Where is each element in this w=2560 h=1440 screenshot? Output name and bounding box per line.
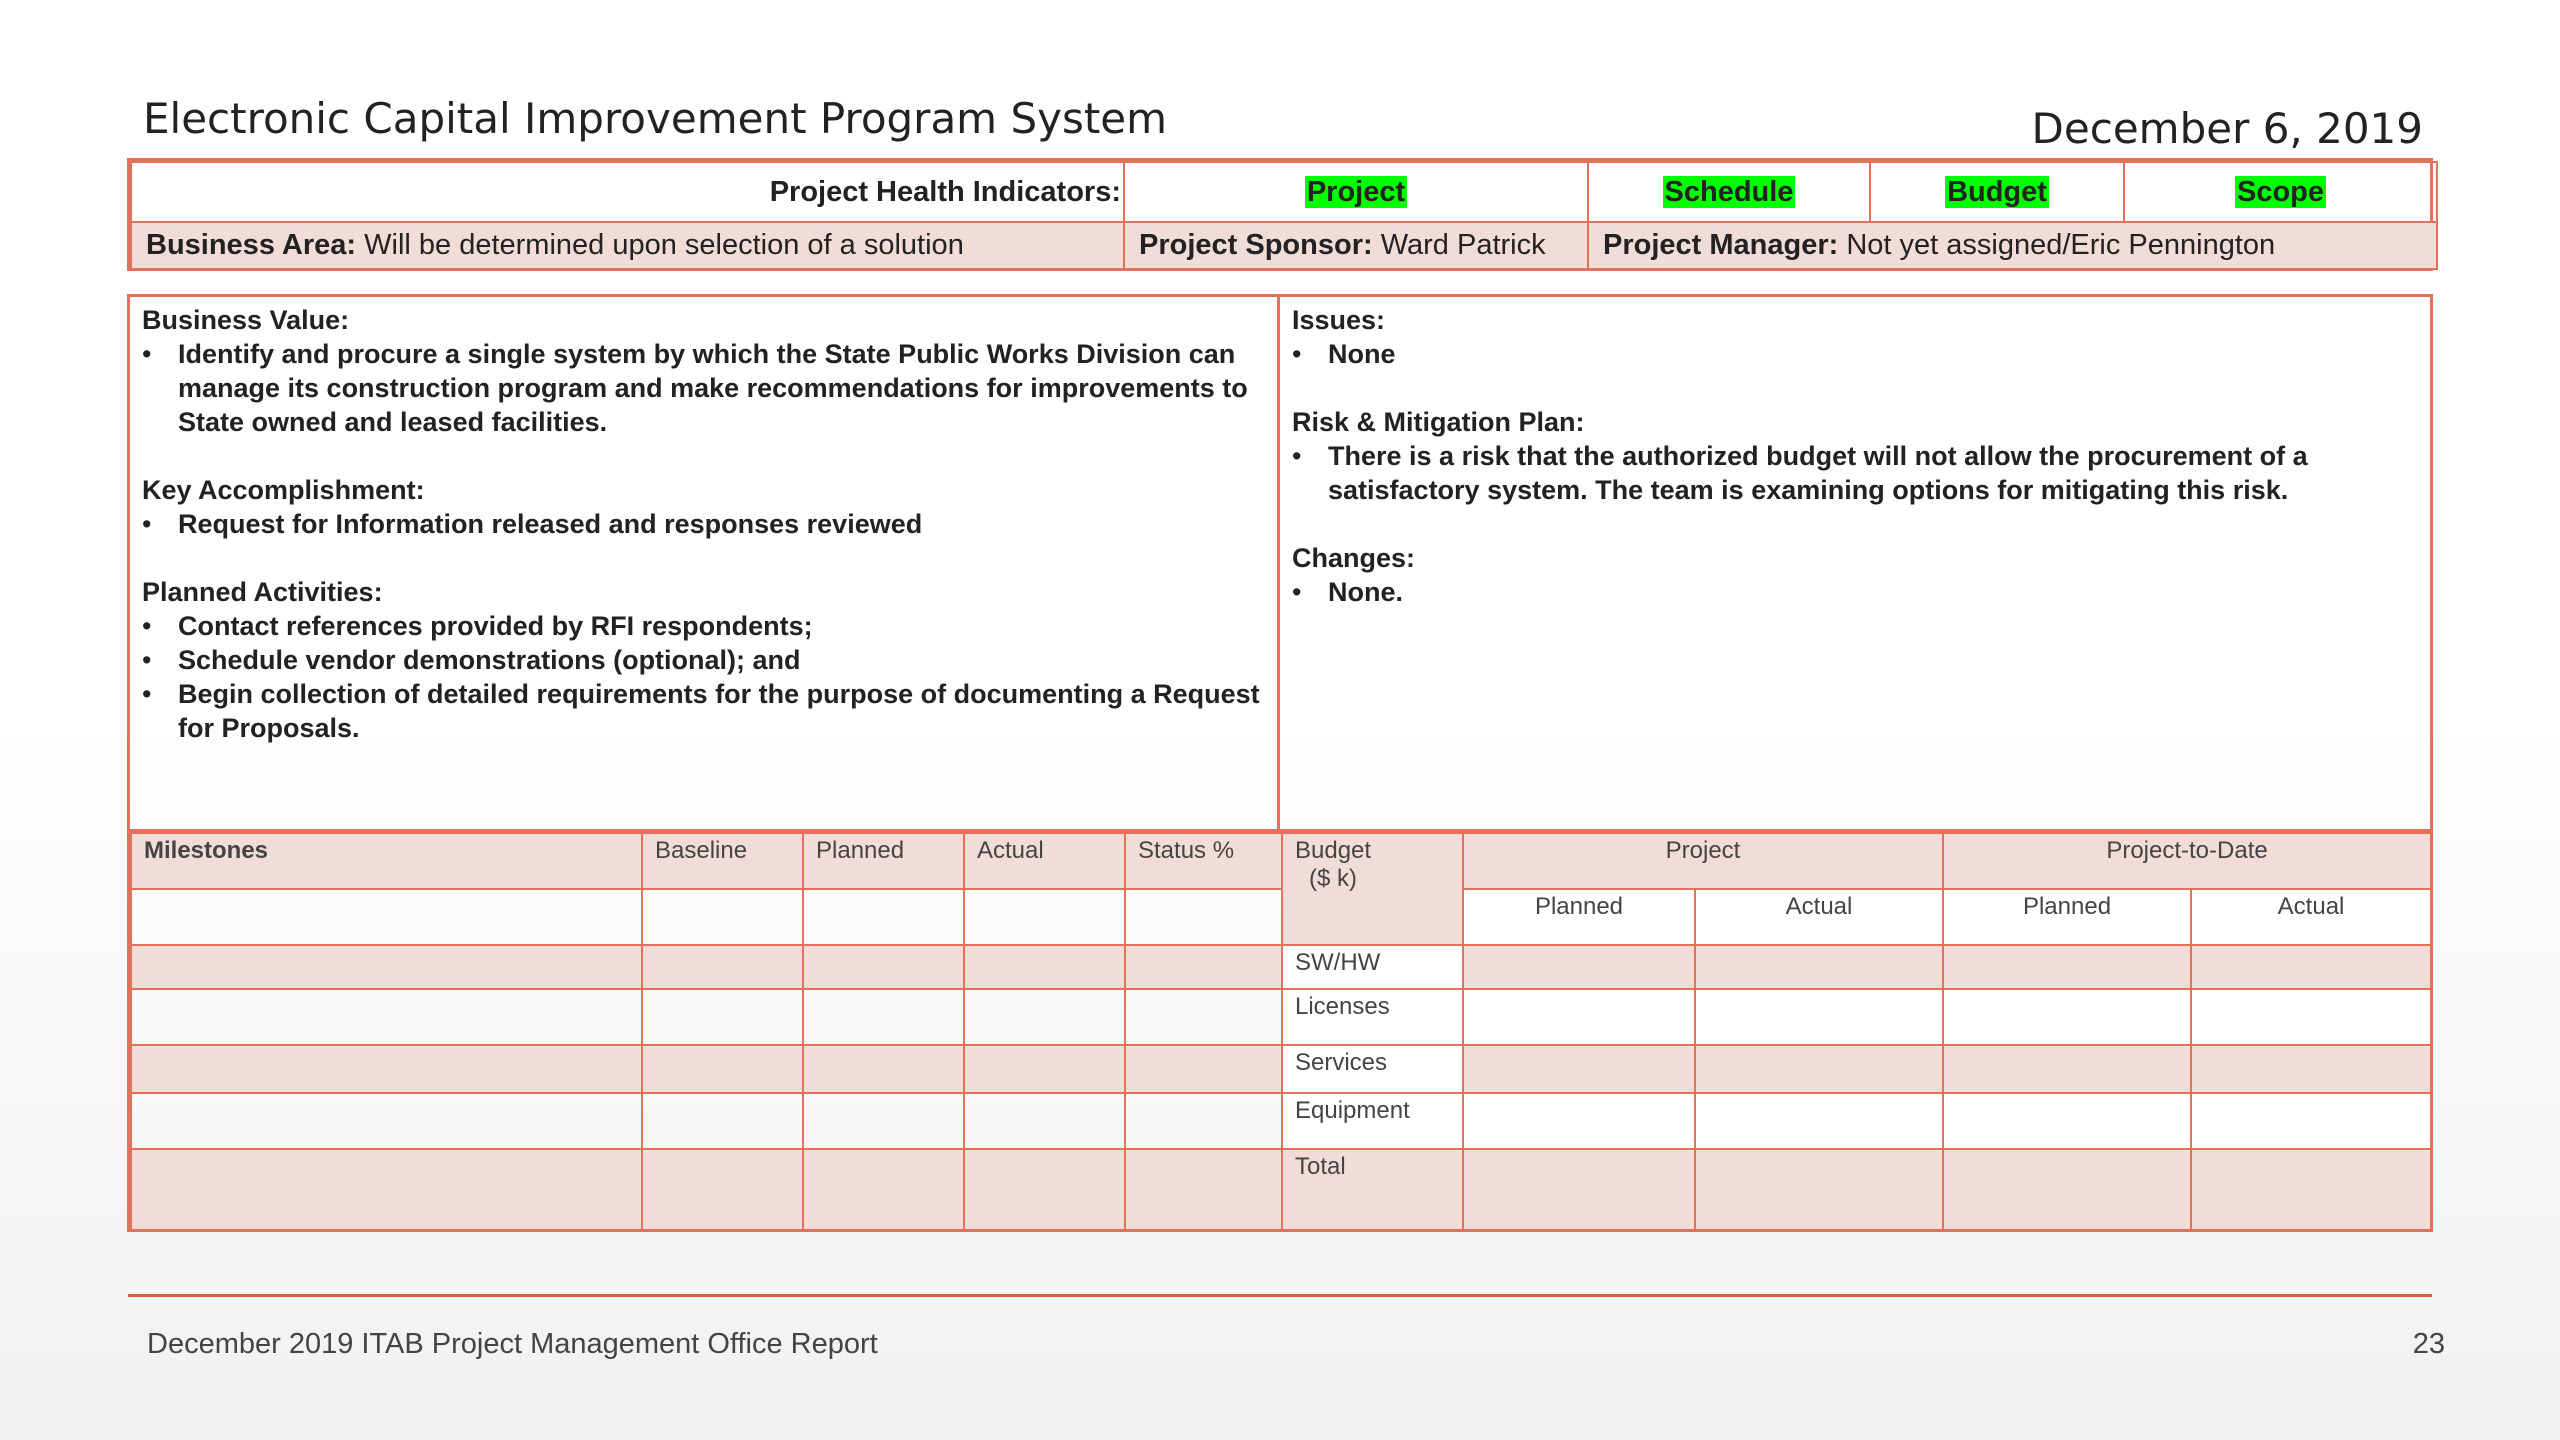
milestone-cell — [964, 989, 1125, 1045]
ptd-planned-header: Planned — [1943, 889, 2191, 945]
list-item: • Request for Information released and responses reviewed — [142, 507, 1265, 541]
planned-activities-heading: Planned Activities: — [142, 577, 383, 607]
changes-heading: Changes: — [1292, 543, 1416, 573]
budget-header — [1282, 833, 1463, 945]
key-accomplishment-list — [142, 507, 1265, 541]
budget-row-label: Services — [1282, 1045, 1463, 1093]
budget-cell — [2191, 989, 2431, 1045]
baseline-header: Baseline — [642, 833, 803, 889]
milestone-cell — [803, 989, 964, 1045]
budget-cell — [1943, 1093, 2191, 1149]
budget-header-label: Budget — [1295, 837, 1372, 864]
project-manager-value: Not yet assigned/Eric Pennington — [1838, 229, 2276, 261]
milestone-cell — [803, 1149, 964, 1230]
project-manager — [1588, 222, 2437, 269]
milestone-cell — [964, 1045, 1125, 1093]
budget-cell — [2191, 945, 2431, 989]
milestone-cell — [803, 1045, 964, 1093]
status-content — [127, 294, 2433, 832]
left-pane — [130, 297, 1280, 832]
budget-cell — [1695, 1045, 1943, 1093]
project-sponsor — [1124, 222, 1588, 269]
indicator-schedule-label: Schedule — [1664, 175, 1794, 208]
key-accomplishment-heading: Key Accomplishment: — [142, 475, 425, 505]
ptd-actual-header: Actual — [2191, 889, 2431, 945]
list-item: • Schedule vendor demonstrations (optional); and — [142, 643, 1265, 677]
project-header — [127, 158, 2433, 271]
milestone-cell — [1125, 945, 1282, 989]
page-number: 23 — [2412, 1328, 2445, 1360]
budget-cell — [2191, 1093, 2431, 1149]
budget-cell — [1695, 989, 1943, 1045]
indicator-project — [1124, 162, 1588, 222]
milestone-cell — [642, 1149, 803, 1230]
budget-cell — [1463, 989, 1695, 1045]
budget-cell — [1943, 989, 2191, 1045]
budget-unit-label: ($ k) — [1309, 865, 1357, 892]
ptd-group-header: Project-to-Date — [1943, 833, 2431, 889]
budget-cell — [1463, 945, 1695, 989]
budget-row-label: Total — [1282, 1149, 1463, 1230]
issues-list — [1292, 337, 2418, 371]
status-header: Status % — [1125, 833, 1282, 889]
project-sponsor-value: Ward Patrick — [1372, 229, 1546, 261]
milestone-cell — [642, 1093, 803, 1149]
project-planned-header: Planned — [1463, 889, 1695, 945]
milestone-cell — [642, 989, 803, 1045]
list-item: • None — [1292, 337, 2418, 371]
milestone-cell — [1125, 889, 1282, 945]
indicator-project-label: Project — [1306, 175, 1406, 208]
budget-row-label: SW/HW — [1282, 945, 1463, 989]
milestones-header: Milestones — [131, 833, 642, 889]
business-area-label: Business Area: — [146, 229, 357, 261]
budget-row-label: Equipment — [1282, 1093, 1463, 1149]
milestone-cell — [131, 1045, 642, 1093]
milestone-cell — [131, 1149, 642, 1230]
actual-header: Actual — [964, 833, 1125, 889]
indicator-schedule — [1588, 162, 1870, 222]
budget-cell — [1943, 1045, 2191, 1093]
milestone-cell — [1125, 989, 1282, 1045]
milestone-cell — [803, 1093, 964, 1149]
footer-report-title: December 2019 ITAB Project Management Office Report — [147, 1328, 878, 1360]
project-sponsor-label: Project Sponsor: — [1139, 229, 1373, 261]
planned-activities-list — [142, 609, 1265, 745]
business-area-value: Will be determined upon selection of a solution — [356, 229, 964, 261]
milestone-cell — [131, 945, 642, 989]
health-indicators-label: Project Health Indicators: — [131, 162, 1124, 222]
changes-list — [1292, 575, 2418, 609]
project-group-header: Project — [1463, 833, 1943, 889]
list-item: • There is a risk that the authorized budget will not allow the procurement of a satisfactory system. The team is examining options for mitigating this risk. — [1292, 439, 2418, 507]
budget-cell — [1463, 1149, 1695, 1230]
milestone-cell — [1125, 1045, 1282, 1093]
budget-row-label: Licenses — [1282, 989, 1463, 1045]
milestone-cell — [642, 889, 803, 945]
issues-heading: Issues: — [1292, 305, 1386, 335]
milestone-cell — [964, 1093, 1125, 1149]
list-item: • Contact references provided by RFI respondents; — [142, 609, 1265, 643]
indicator-scope — [2124, 162, 2437, 222]
budget-cell — [1695, 1093, 1943, 1149]
right-pane — [1280, 297, 2430, 832]
business-value-heading: Business Value: — [142, 305, 350, 335]
milestone-cell — [964, 889, 1125, 945]
milestone-cell — [1125, 1093, 1282, 1149]
milestone-cell — [1125, 1149, 1282, 1230]
list-item: • Identify and procure a single system by which the State Public Works Division can manage its construction program and make recommendations for improvements to State owned and leased facilities. — [142, 337, 1265, 439]
budget-cell — [2191, 1149, 2431, 1230]
budget-cell — [2191, 1045, 2431, 1093]
project-manager-label: Project Manager: — [1603, 229, 1839, 261]
indicator-budget-label: Budget — [1947, 175, 2047, 208]
budget-cell — [1463, 1045, 1695, 1093]
list-item: • Begin collection of detailed requirements for the purpose of documenting a Request for Proposals. — [142, 677, 1265, 745]
business-area — [131, 222, 1124, 269]
report-date: December 6, 2019 — [2031, 104, 2423, 153]
page-title: Electronic Capital Improvement Program System — [143, 94, 1168, 143]
milestone-cell — [803, 889, 964, 945]
milestone-cell — [964, 945, 1125, 989]
budget-cell — [1695, 1149, 1943, 1230]
list-item: • None. — [1292, 575, 2418, 609]
risk-list — [1292, 439, 2418, 507]
milestone-cell — [131, 889, 642, 945]
project-actual-header: Actual — [1695, 889, 1943, 945]
milestone-cell — [803, 945, 964, 989]
budget-cell — [1943, 945, 2191, 989]
budget-cell — [1943, 1149, 2191, 1230]
indicator-scope-label: Scope — [2236, 175, 2325, 208]
indicator-budget — [1870, 162, 2124, 222]
milestones-budget-table — [127, 829, 2433, 1232]
milestone-cell — [964, 1149, 1125, 1230]
planned-header: Planned — [803, 833, 964, 889]
milestone-cell — [131, 1093, 642, 1149]
business-value-list — [142, 337, 1265, 439]
budget-cell — [1695, 945, 1943, 989]
milestone-cell — [642, 1045, 803, 1093]
milestone-cell — [131, 989, 642, 1045]
budget-cell — [1463, 1093, 1695, 1149]
milestone-cell — [642, 945, 803, 989]
risk-heading: Risk & Mitigation Plan: — [1292, 407, 1585, 437]
footer-divider — [128, 1294, 2432, 1297]
